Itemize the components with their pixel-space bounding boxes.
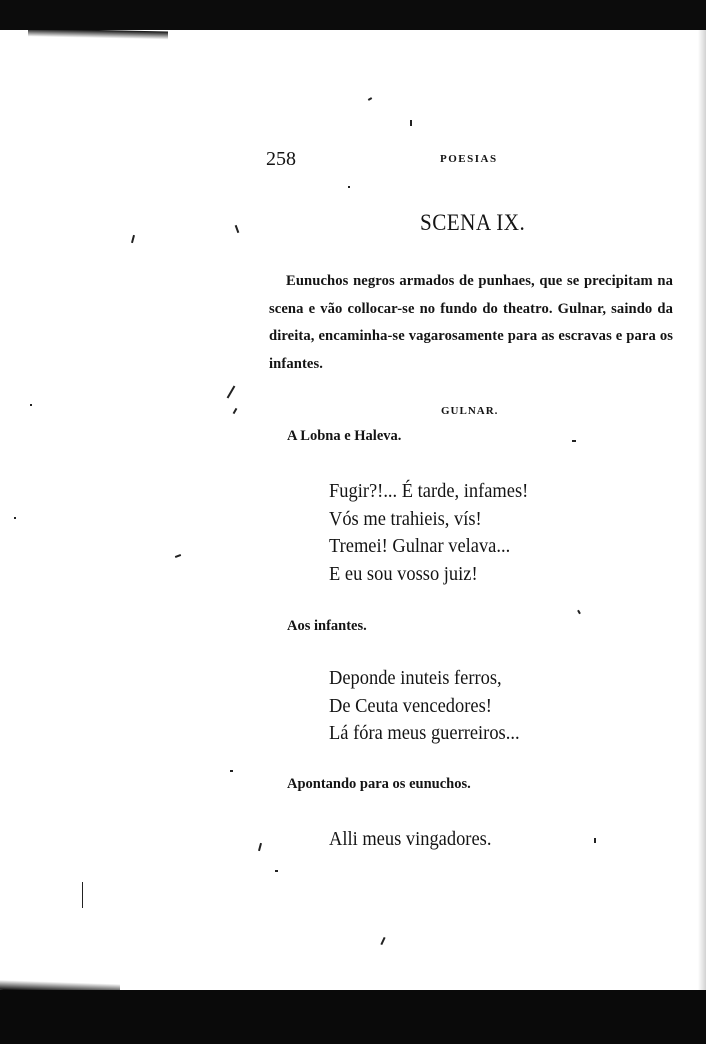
verse-line: Alli meus vingadores.: [329, 828, 492, 850]
verse-line: Vós me trahieis, vís!: [329, 507, 482, 530]
verse-stanza: [329, 665, 541, 748]
stage-cue: Apontando para os eunuchos.: [287, 776, 471, 792]
scan-speck: [348, 186, 350, 188]
scan-speck: [175, 554, 181, 558]
stage-cue: A Lobna e Haleva.: [287, 428, 402, 444]
scan-speck: [572, 440, 576, 442]
scan-speck: [235, 225, 240, 233]
verse-line: Fugir?!... É tarde, infames!: [329, 480, 529, 502]
scan-speck: [14, 517, 16, 519]
scan-speck: [227, 385, 236, 398]
scan-speck: [258, 843, 262, 851]
scan-speck: [275, 870, 278, 872]
scan-speck: [233, 408, 238, 414]
scan-speck: [131, 235, 135, 243]
stage-cue: Aos infantes.: [287, 618, 367, 634]
running-title: POESIAS: [440, 153, 498, 165]
scan-bottom-border: [0, 990, 706, 1044]
page-edge-shadow: [698, 30, 706, 990]
scan-speck: [368, 97, 372, 101]
verse-line: De Ceuta vencedores!: [329, 694, 492, 717]
scan-speck: [410, 120, 412, 126]
verse-stanza: [329, 478, 550, 588]
verse-line: E eu sou vosso juiz!: [329, 562, 478, 585]
scan-top-border: [0, 0, 706, 30]
scene-title: SCENA IX.: [420, 210, 526, 235]
scan-top-border-shadow: [28, 29, 168, 40]
verse-line: Deponde inuteis ferros,: [329, 667, 502, 689]
scan-speck: [380, 937, 385, 945]
page-number: 258: [266, 148, 296, 170]
scan-speck: [594, 838, 596, 843]
speaker-name: GULNAR.: [441, 405, 499, 417]
scan-speck: [30, 404, 32, 406]
stage-direction-paragraph: Eunuchos negros armados de punhaes, que se precipitam na scena e vão collocar-se no fundo do theatro. Gulnar, saindo da direita, encaminha-se vagarosamente para as escravas e para os infantes.: [269, 273, 673, 372]
verse-line: Tremei! Gulnar velava...: [329, 535, 511, 557]
scan-speck: [230, 770, 233, 772]
scan-speck: [577, 610, 581, 614]
verse-stanza: [329, 826, 510, 854]
verse-line: Lá fóra meus guerreiros...: [329, 722, 520, 744]
scan-speck: [82, 882, 83, 908]
